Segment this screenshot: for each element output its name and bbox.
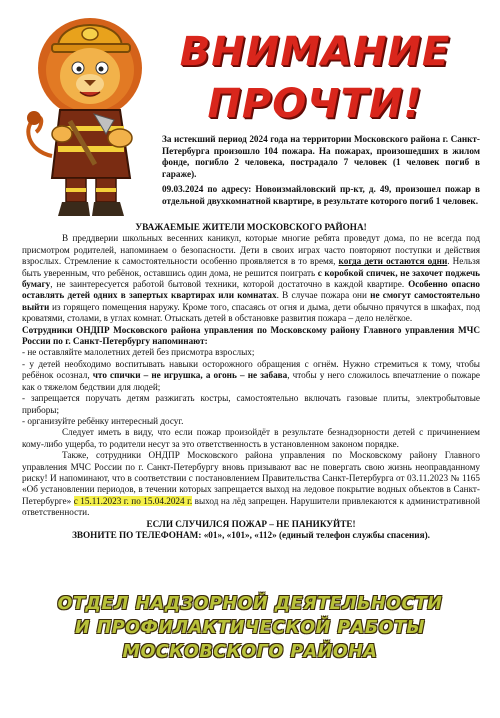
emphasis-span: с коробкой спичек, не захочет поджечь бумагу xyxy=(22,267,480,290)
text-span: . В случае пожара они xyxy=(276,290,371,301)
paragraph-ice-warning xyxy=(22,450,480,518)
intro-stats: За истекший период 2024 года на территории Московского района г. Санкт-Петербурга произошло 104 пожара. На пожарах, произошедших в жилом фонде, погибло 2 человека, пострадало 7 человек (1 человек погиб в гараже). xyxy=(162,134,480,179)
text-span: выход на лёд запрещен. Нарушители привлекаются к административной ответственности. xyxy=(22,495,480,518)
intro-block xyxy=(162,134,480,212)
emphasis-span: не смогут самостоятельно выйти xyxy=(22,290,480,312)
text-span: , чтобы у него сложилось впечатление о пожаре как о тяжелом бедствии для людей; xyxy=(22,370,480,392)
emphasis-span: когда дети остаются одни xyxy=(338,256,448,267)
footer-line: И ПРОФИЛАКТИЧЕСКОЙ РАБОТЫ xyxy=(74,618,426,638)
list-item: - не оставляйте малолетних детей без присмотра взрослых; xyxy=(22,347,255,358)
emphasis-span: Особенно опасно оставлять детей одних в запертых квартирах или комнатах xyxy=(22,279,481,301)
list-item: - организуйте ребёнку интересный досуг. xyxy=(22,415,184,426)
headline-attention: ВНИМАНИЕ xyxy=(179,29,451,75)
fire-line: ЕСЛИ СЛУЧИЛСЯ ПОЖАР – НЕ ПАНИКУЙТЕ! xyxy=(146,518,356,529)
phone-line: ЗВОНИТЕ ПО ТЕЛЕФОНАМ: «01», «101», «112» (единый телефон службы спасения). xyxy=(72,529,430,540)
greeting: УВАЖАЕМЫЕ ЖИТЕЛИ МОСКОВСКОГО РАЙОНА! xyxy=(135,222,367,232)
text-span: , не заинтересуется работой бытовой техники, которой достаточно в каждой квартире. xyxy=(50,279,409,290)
text-span: - у детей необходимо воспитывать навыки осторожного обращения с огнём. Нужно стремиться к тому, чтобы ребёнок осознал, xyxy=(22,358,480,381)
text-span: . Нельзя быть уверенным, что ребёнок, оставшись один дома, не решится поиграть xyxy=(22,256,481,278)
list-item: - запрещается поручать детям разжигать костры, самостоятельно включать газовые плиты, электробытовые приборы; xyxy=(22,393,480,415)
paragraph-responsibility: Следует иметь в виду, что если пожар произойдёт в результате безнадзорности детей с причинением кому-либо ущерба, то родители несут за это ответственность в установленном законом порядке. xyxy=(22,427,480,449)
intro-incident: 09.03.2024 по адресу: Новоизмайловский пр-кт, д. 49, произошел пожар в отдельной двухкомнатной квартире, в результате которого погиб 1 человек. xyxy=(162,184,480,206)
footer-line: МОСКОВСКОГО РАЙОНА xyxy=(122,642,378,662)
body-text xyxy=(22,222,480,541)
emphasis-span: что спички – не игрушка, а огонь – не забава xyxy=(92,370,288,381)
reminder-title: Сотрудники ОНДПР Московского района управления по Московскому району Главного управления МЧС России по г. Санкт-Петербургу напоминают: xyxy=(22,324,480,347)
headline-read: ПРОЧТИ! xyxy=(207,81,423,127)
paragraph-children-alone xyxy=(22,233,480,324)
footer-line: ОТДЕЛ НАДЗОРНОЙ ДЕЯТЕЛЬНОСТИ xyxy=(57,594,443,614)
text-span: из горящего помещения наружу. Кроме того, спасаясь от огня и дыма, дети обычно прячутся в шкафах, под кроватями, столами, в углах комнат. Отыскать детей в обстановке развития пожара – дело нелёгкое. xyxy=(22,301,480,324)
footer-department xyxy=(30,592,470,664)
text-span: Также, сотрудники ОНДПР Московского района управления по Московскому району Главного управления МЧС России по г. Санкт-Петербургу вновь призывают вас не повергать свою жизнь неоправданному риску! И напоминают, что в соответствии с постановлением Правительства Санкт-Петербурга от 03.11.2023 № 1165 «Об установлении периодов, в течении которых запрещается выход на ледовое покрытие водных объектов в Санкт-Петербурге» xyxy=(22,450,480,506)
list-item xyxy=(22,359,480,393)
text-span: В преддверии школьных весенних каникул, которые многие ребята проведут дома, по не всегда под присмотром родителей, напоминаем о безопасности. Дети в своих играх часто повторяют поступки и действия взрослых. Стремление к самостоятельности особенно проявляется в то время, xyxy=(22,233,480,267)
highlighted-dates: с 15.11.2023 г. по 15.04.2024 г. xyxy=(73,495,193,506)
